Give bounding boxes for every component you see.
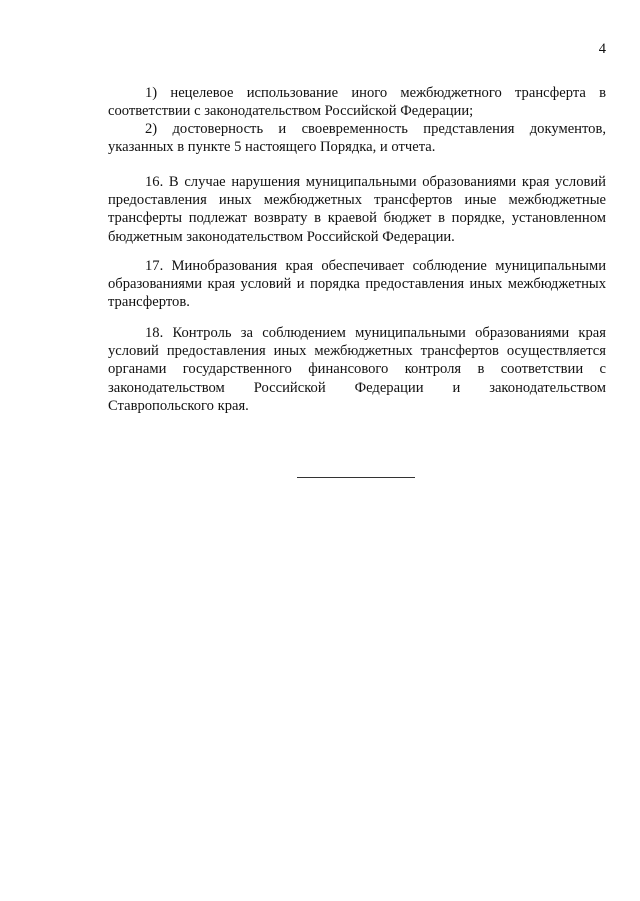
page-number: 4	[598, 41, 606, 57]
paragraph-16: 16. В случае нарушения муниципальными образованиями края условий предоставления иных межбюджетных трансфертов иные межбюджетные трансферты подлежат возврату в краевой бюджет в порядке, установленном бюджетным законодательством Российской Федерации.	[108, 174, 606, 245]
paragraph-18: 18. Контроль за соблюдением муниципальными образованиями края условий предоставления иных межбюджетных трансфертов осуществляется органами государственного финансового контроля в соответствии с законодательством Российской Федерации и законодательством Ставропольского края.	[108, 325, 606, 414]
paragraph-clause-2: 2) достоверность и своевременность представления документов, указанных в пункте 5 настоящего Порядка, и отчета.	[108, 121, 606, 156]
paragraph-17: 17. Минобразования края обеспечивает соблюдение муниципальными образованиями края условий и порядка предоставления иных межбюджетных трансфертов.	[108, 258, 606, 311]
paragraph-clause-1: 1) нецелевое использование иного межбюджетного трансферта в соответствии с законодательством Российской Федерации;	[108, 85, 606, 120]
end-of-document-line	[297, 477, 415, 478]
